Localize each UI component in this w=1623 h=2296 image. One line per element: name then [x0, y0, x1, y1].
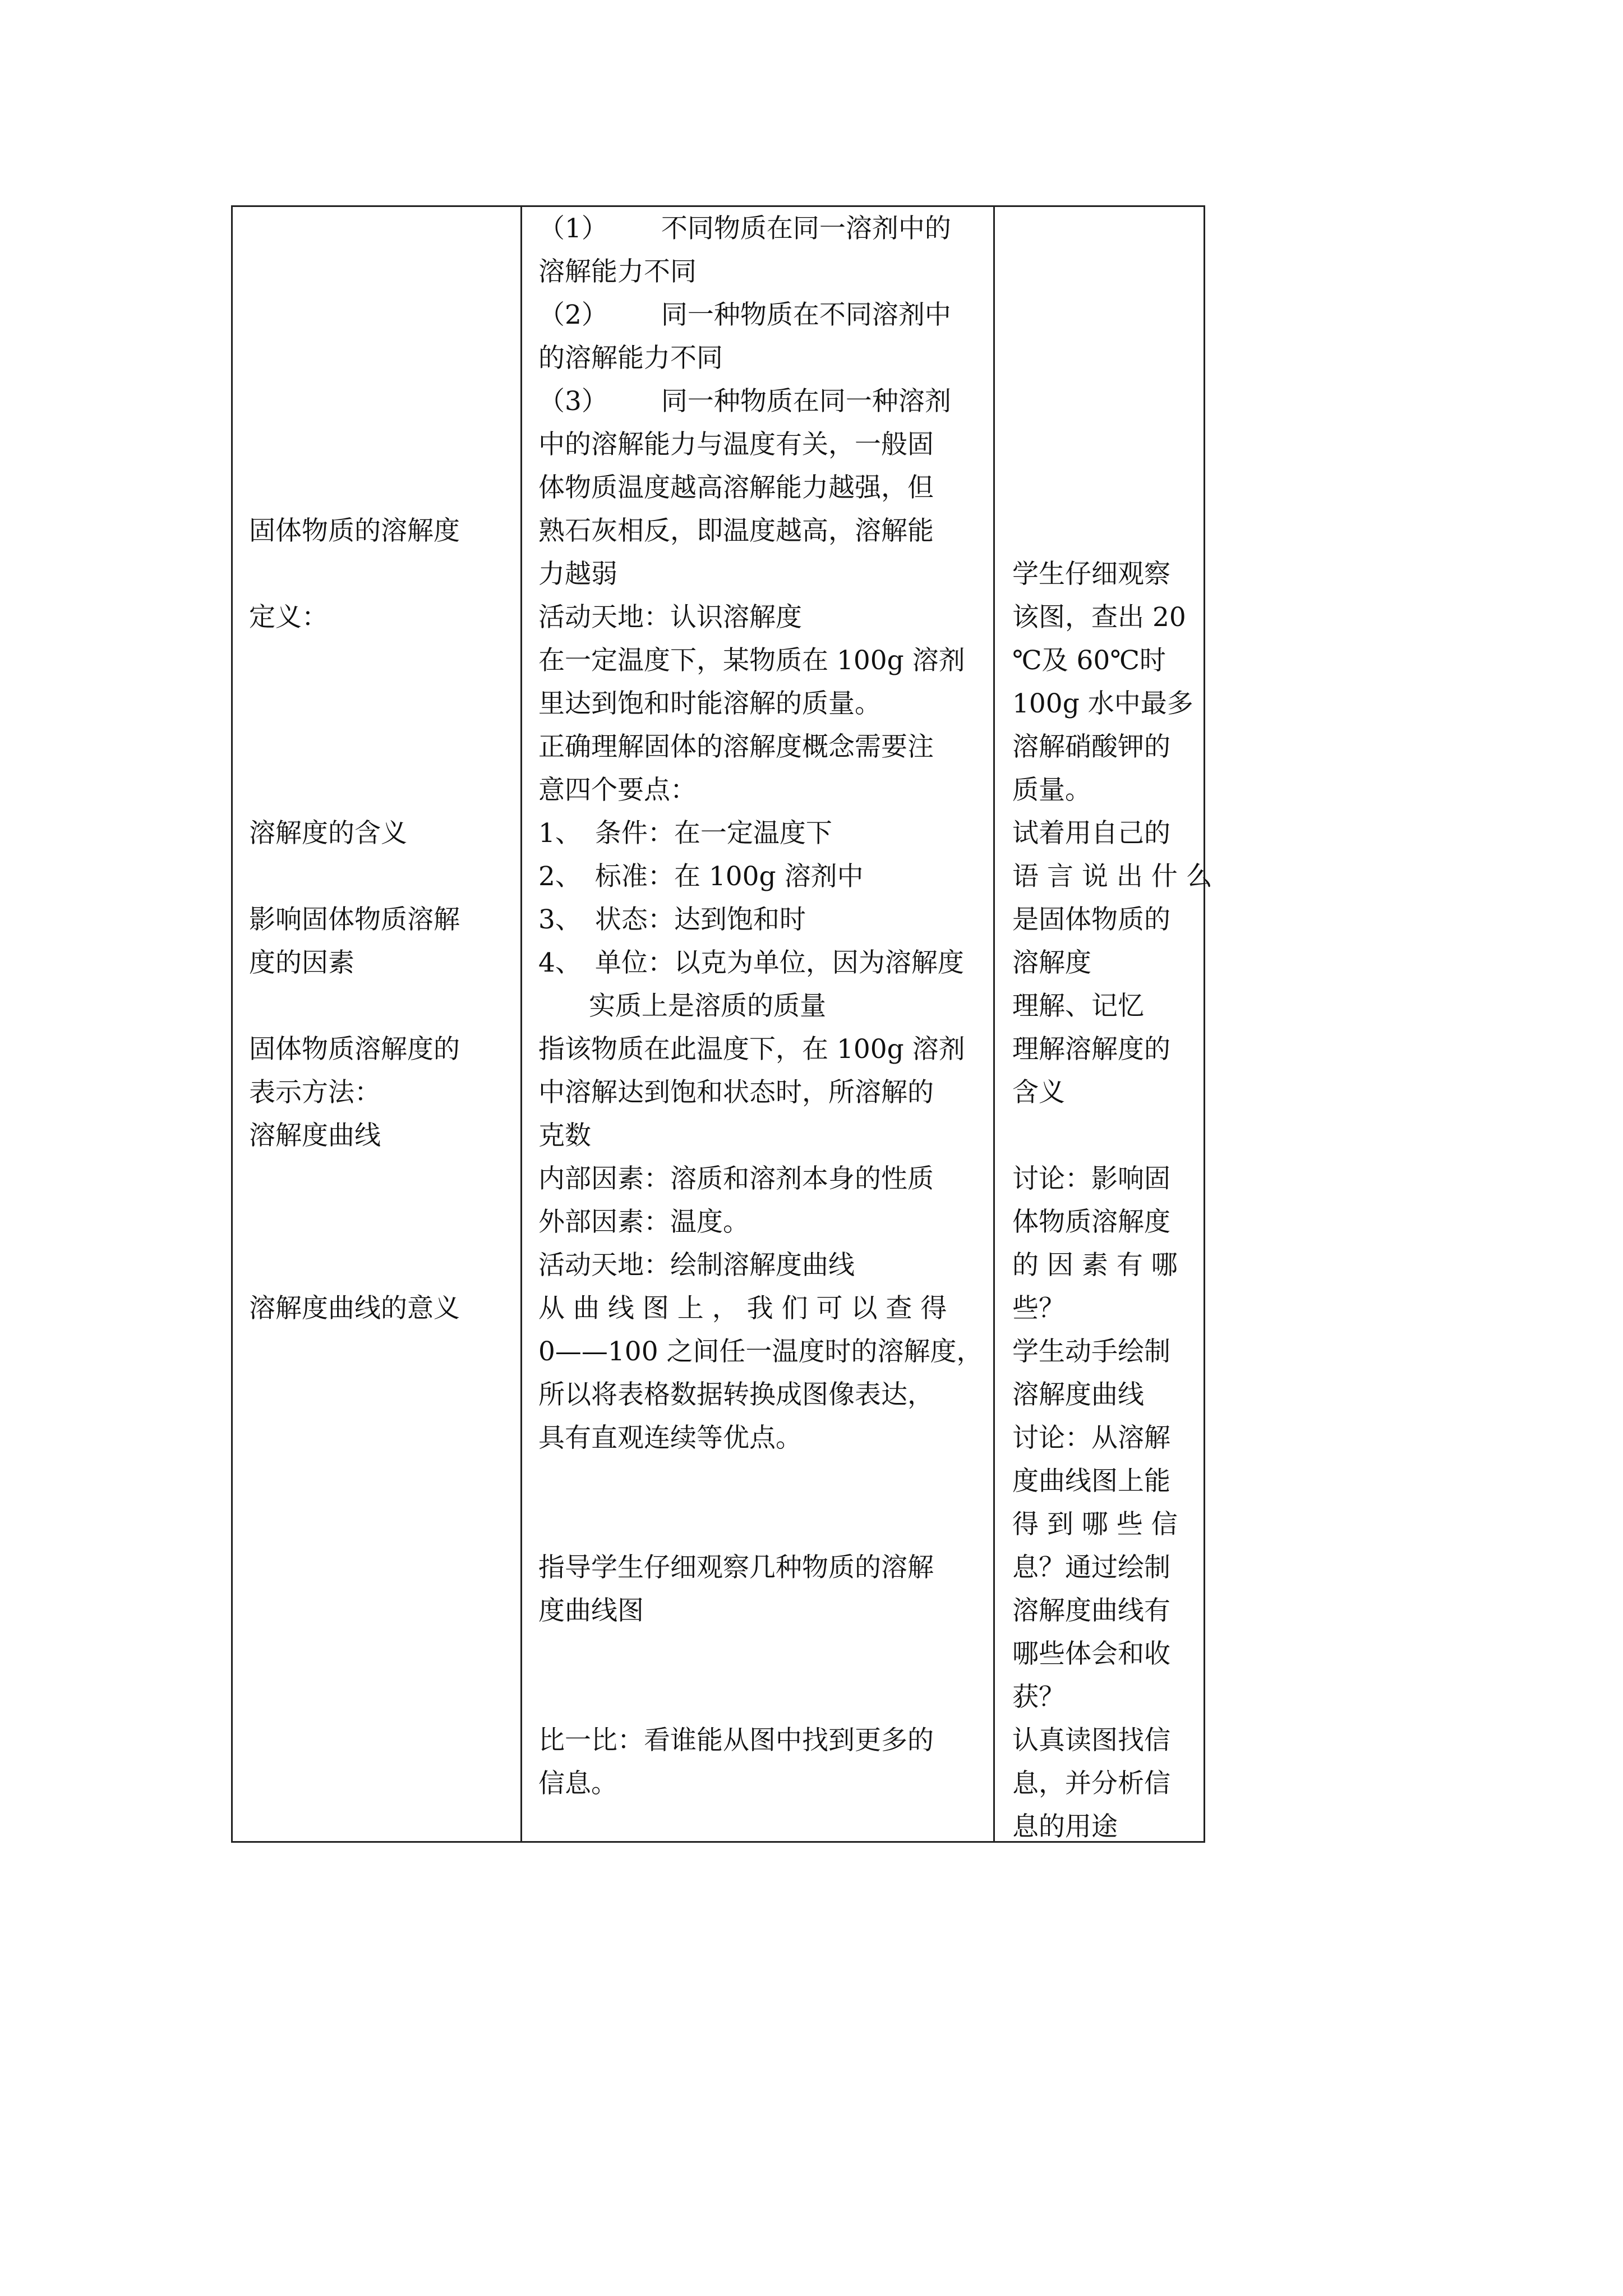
content-line	[538, 1114, 591, 1157]
activity-line-text: ℃及 60℃时	[1012, 645, 1166, 676]
activity-line-text: 的 因 素 有 哪	[1012, 1250, 1178, 1281]
topic-line	[249, 1028, 460, 1071]
activity-line	[1012, 1028, 1170, 1071]
content-line-text: 不同物质在同一溶剂中的	[661, 213, 951, 244]
activity-line	[1012, 725, 1170, 769]
content-line	[538, 337, 723, 380]
content-line-text: 从 曲 线 图 上 ， 我 们 可 以 查 得	[538, 1293, 947, 1324]
content-line	[538, 769, 697, 812]
content-line	[538, 1416, 802, 1460]
activity-line-text: 溶解度	[1012, 947, 1091, 978]
activity-line	[1012, 1287, 1065, 1330]
content-line-text: 度曲线图	[538, 1595, 644, 1626]
activity-line	[1012, 596, 1186, 639]
content-line-text: 力越弱	[538, 559, 617, 590]
topic-line-text: 定义：	[249, 602, 328, 633]
activity-line-text: 息？通过绘制	[1012, 1552, 1170, 1583]
activity-line	[1012, 855, 1212, 898]
activity-line-text: 语 言 说 出 什 么	[1012, 861, 1212, 892]
activity-line	[1012, 682, 1193, 725]
activity-line	[1012, 639, 1166, 682]
content-line-text: 比一比：看谁能从图中找到更多的	[538, 1725, 934, 1756]
content-line-text: 信息。	[538, 1768, 617, 1799]
content-line-text: 指导学生仔细观察几种物质的溶解	[538, 1552, 934, 1583]
content-line	[538, 1200, 749, 1244]
topic-line	[249, 1287, 460, 1330]
content-line-text: 外部因素：温度。	[538, 1207, 749, 1237]
activity-line	[1012, 941, 1091, 984]
activity-line-text: 哪些体会和收	[1012, 1639, 1170, 1669]
activity-line-text: 100g 水中最多	[1012, 688, 1193, 719]
activity-line-text: 是固体物质的	[1012, 904, 1170, 935]
content-line	[538, 639, 965, 682]
topic-line	[249, 1071, 381, 1114]
activity-line	[1012, 1200, 1170, 1244]
content-line-text: 里达到饱和时能溶解的质量。	[538, 688, 881, 719]
activity-line	[1012, 1071, 1065, 1114]
content-line	[538, 1028, 965, 1071]
content-line	[538, 812, 832, 855]
activity-line-text: 认真读图找信	[1012, 1725, 1170, 1756]
activity-line	[1012, 984, 1144, 1028]
content-line	[538, 1589, 644, 1632]
activity-line	[1012, 1244, 1178, 1287]
activity-line	[1012, 1330, 1170, 1373]
content-line	[538, 1157, 934, 1200]
content-line-text: 熟石灰相反，即温度越高，溶解能	[538, 516, 934, 546]
topic-line	[249, 898, 460, 941]
content-line	[538, 596, 802, 639]
activity-line-text: 得 到 哪 些 信	[1012, 1509, 1178, 1540]
content-line-prefix: （1）	[538, 213, 608, 244]
content-line	[538, 898, 806, 941]
content-line	[538, 1546, 934, 1589]
content-line-text: 内部因素：溶质和溶剂本身的性质	[538, 1163, 934, 1194]
topic-line	[249, 596, 328, 639]
student-activity-column	[997, 207, 1212, 1842]
content-line-text: 正确理解固体的溶解度概念需要注	[538, 731, 934, 762]
activity-line	[1012, 1589, 1170, 1632]
topic-line-text: 固体物质的溶解度	[249, 516, 460, 546]
activity-line	[1012, 812, 1170, 855]
content-line-prefix: 2、	[538, 861, 582, 892]
content-line	[538, 250, 697, 293]
content-line	[538, 423, 934, 466]
activity-line	[1012, 1460, 1170, 1503]
activity-line	[1012, 1157, 1170, 1200]
content-line	[538, 725, 934, 769]
activity-line-text: 理解、记忆	[1012, 991, 1144, 1022]
content-line-text: 条件：在一定温度下	[594, 818, 832, 849]
topic-line	[249, 941, 354, 984]
topic-line-text: 度的因素	[249, 947, 354, 978]
content-line-text: 活动天地：绘制溶解度曲线	[538, 1250, 855, 1281]
content-line	[538, 1762, 617, 1805]
activity-line-text: 学生动手绘制	[1012, 1336, 1170, 1367]
activity-line	[1012, 1676, 1065, 1719]
topic-line	[249, 812, 407, 855]
content-line	[538, 1071, 934, 1114]
activity-line	[1012, 1416, 1170, 1460]
content-line	[538, 984, 826, 1028]
activity-line-text: 度曲线图上能	[1012, 1466, 1170, 1497]
content-line	[538, 509, 934, 553]
content-line-prefix: 1、	[538, 818, 582, 849]
content-line-text: 状态：达到饱和时	[594, 904, 806, 935]
content-line-text: 单位：以克为单位，因为溶解度	[594, 947, 964, 978]
content-line-text: 溶解能力不同	[538, 256, 697, 287]
activity-line	[1012, 1546, 1170, 1589]
activity-line	[1012, 1719, 1170, 1762]
content-line-text: 同一种物质在不同溶剂中	[661, 300, 951, 330]
content-line	[538, 553, 617, 596]
content-line-text: 体物质温度越高溶解能力越强，但	[538, 472, 934, 503]
content-line-text: 标准：在 100g 溶剂中	[594, 861, 864, 892]
topic-line-text: 溶解度曲线的意义	[249, 1293, 460, 1324]
content-line	[538, 1719, 934, 1762]
content-line	[538, 207, 951, 250]
topic-column	[233, 207, 522, 1841]
topic-line	[249, 1114, 381, 1157]
topic-line-text: 固体物质溶解度的	[249, 1034, 460, 1065]
activity-line	[1012, 1373, 1144, 1416]
activity-line	[1012, 1762, 1170, 1805]
content-line	[538, 1373, 934, 1416]
activity-line	[1012, 553, 1170, 596]
activity-line-text: 些？	[1012, 1293, 1065, 1324]
content-line	[538, 293, 951, 337]
activity-line	[1012, 769, 1091, 812]
content-line	[538, 1287, 947, 1330]
content-column	[524, 207, 995, 1841]
content-line-text: 0——100 之间任一温度时的溶解度，	[538, 1336, 983, 1367]
content-line-prefix: （2）	[538, 300, 608, 330]
content-line-text: 的溶解能力不同	[538, 343, 723, 374]
activity-line	[1012, 1805, 1118, 1848]
content-line-text: 意四个要点：	[538, 775, 697, 806]
activity-line-text: 讨论：从溶解	[1012, 1423, 1170, 1453]
topic-line-text: 溶解度曲线	[249, 1120, 381, 1151]
activity-line-text: 获？	[1012, 1682, 1065, 1713]
activity-line-text: 学生仔细观察	[1012, 559, 1170, 590]
activity-line-text: 溶解度曲线	[1012, 1379, 1144, 1410]
content-line-prefix: （3）	[538, 386, 608, 417]
content-line	[538, 1330, 983, 1373]
activity-line-text: 质量。	[1012, 775, 1091, 806]
content-line-text: 指该物质在此温度下，在 100g 溶剂	[538, 1034, 965, 1065]
content-line-text: 中的溶解能力与温度有关，一般固	[538, 429, 934, 460]
activity-line-text: 溶解度曲线有	[1012, 1595, 1170, 1626]
activity-line-text: 理解溶解度的	[1012, 1034, 1170, 1065]
activity-line-text: 体物质溶解度	[1012, 1207, 1170, 1237]
topic-line	[249, 509, 460, 553]
content-line	[538, 941, 964, 984]
activity-line-text: 含义	[1012, 1077, 1065, 1108]
topic-line-text: 影响固体物质溶解	[249, 904, 460, 935]
content-line-text: 所以将表格数据转换成图像表达，	[538, 1379, 934, 1410]
topic-line-text: 表示方法：	[249, 1077, 381, 1108]
activity-line-text: 息，并分析信	[1012, 1768, 1170, 1799]
content-line-prefix: 4、	[538, 947, 582, 978]
content-line-text: 具有直观连续等优点。	[538, 1423, 802, 1453]
content-line-text: 活动天地：认识溶解度	[538, 602, 802, 633]
content-line-text: 中溶解达到饱和状态时，所溶解的	[538, 1077, 934, 1108]
content-line	[538, 380, 951, 423]
content-line-text: 克数	[538, 1120, 591, 1151]
content-line	[538, 682, 881, 725]
content-line	[538, 466, 934, 509]
lesson-plan-table	[231, 205, 1212, 1843]
content-line-text: 实质上是溶质的质量	[589, 991, 826, 1022]
activity-line-text: 讨论：影响固	[1012, 1163, 1170, 1194]
activity-line-text: 溶解硝酸钾的	[1012, 731, 1170, 762]
activity-line-text: 试着用自己的	[1012, 818, 1170, 849]
activity-line	[1012, 1632, 1170, 1676]
activity-line-text: 该图，查出 20	[1012, 602, 1186, 633]
content-line-text: 在一定温度下，某物质在 100g 溶剂	[538, 645, 965, 676]
activity-line-text: 息的用途	[1012, 1811, 1118, 1842]
content-line	[538, 1244, 855, 1287]
content-line	[538, 855, 864, 898]
content-line-prefix: 3、	[538, 904, 582, 935]
activity-line	[1012, 1503, 1178, 1546]
activity-line	[1012, 898, 1170, 941]
topic-line-text: 溶解度的含义	[249, 818, 407, 849]
content-line-text: 同一种物质在同一种溶剂	[661, 386, 951, 417]
